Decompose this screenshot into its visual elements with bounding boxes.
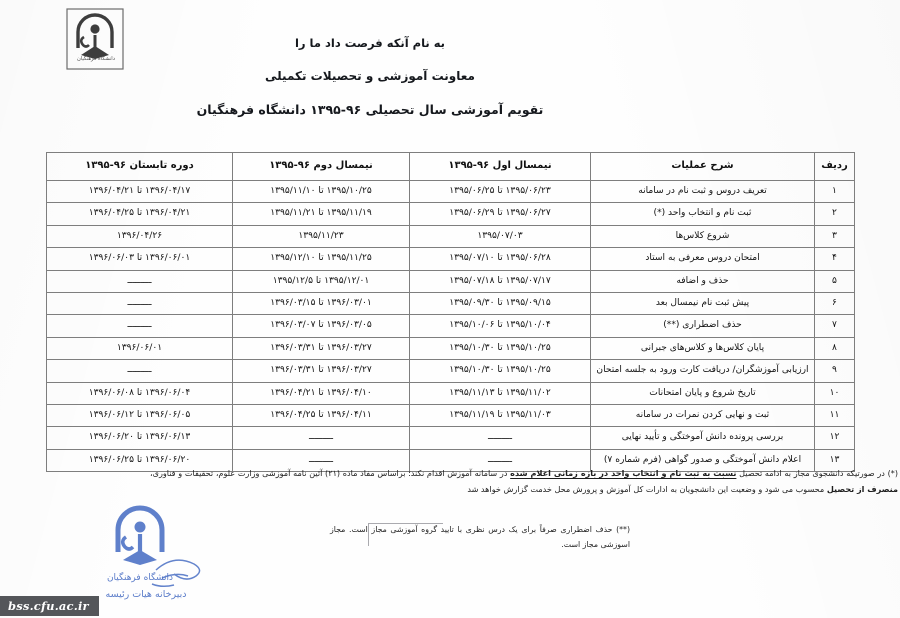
cell-operation: ارزیابی آموزشگران/ دریافت کارت ورود به جلسه امتحان [591,360,815,382]
cell-term1: ـــــــــ [410,449,591,471]
table-row [47,292,855,314]
column-header-radif: ردیف [815,153,855,181]
footnote-double-asterisk: (**) حذف اضطراری صرفاً برای یک درس نظری با تایید گروه آموزشی مجاز است. مجاز اسوزشی مجاز است. [330,525,630,550]
cell-operation: ثبت و نهایی کردن نمرات در سامانه [591,404,815,426]
basmala-line: به نام آنکه فرصت داد ما را [294,36,446,50]
cell-operation: امتحان دروس معرفی به استاد [591,248,815,270]
cell-summer: ۱۳۹۶/۰۶/۱۳ تا ۱۳۹۶/۰۶/۲۰ [47,427,233,449]
table-row [47,203,855,225]
cell-operation: پایان کلاس‌ها و کلاس‌های جبرانی [591,337,815,359]
cell-radif: ۱۲ [815,427,855,449]
cell-summer: ۱۳۹۶/۰۶/۰۴ تا ۱۳۹۶/۰۶/۰۸ [47,382,233,404]
cell-term1: ۱۳۹۵/۰۶/۲۳ تا ۱۳۹۵/۰۶/۲۵ [410,181,591,203]
cell-summer: ۱۳۹۶/۰۶/۰۱ تا ۱۳۹۶/۰۶/۰۳ [47,248,233,270]
cell-summer: ـــــــــ [47,315,233,337]
footnote1-segment-1: (*) در صورتیکه دانشجوی مجاز به ادامه تحصیل [736,468,898,478]
cell-operation: شروع کلاس‌ها [591,225,815,247]
cell-term2: ـــــــــ [233,427,410,449]
table-body [47,181,855,472]
cell-operation: پیش ثبت نام نیمسال بعد [591,292,815,314]
svg-text:دبیرخانه هیات رئیسه: دبیرخانه هیات رئیسه [105,589,187,600]
cell-radif: ۵ [815,270,855,292]
official-stamp [96,500,224,608]
cell-term1: ـــــــــ [410,427,591,449]
cell-term2: ۱۳۹۵/۱۰/۲۵ تا ۱۳۹۵/۱۱/۱۰ [233,181,410,203]
cell-term1: ۱۳۹۵/۰۹/۱۵ تا ۱۳۹۵/۰۹/۳۰ [410,292,591,314]
cell-radif: ۸ [815,337,855,359]
cell-radif: ۱۰ [815,382,855,404]
column-header-term1: نیمسال اول ۹۶-۱۳۹۵ [410,153,591,181]
cell-radif: ۷ [815,315,855,337]
cell-term1: ۱۳۹۵/۱۱/۰۳ تا ۱۳۹۵/۱۱/۱۹ [410,404,591,426]
cell-summer: ـــــــــ [47,292,233,314]
logo-caption: دانشگاه فرهنگیان [76,56,116,62]
cell-term1: ۱۳۹۵/۱۰/۰۴ تا ۱۳۹۵/۱۰/۰۶ [410,315,591,337]
cell-radif: ۹ [815,360,855,382]
column-header-operation: شرح عملیات [591,153,815,181]
cell-summer: ـــــــــ [47,360,233,382]
cell-summer: ۱۳۹۶/۰۴/۲۶ [47,225,233,247]
cell-radif: ۴ [815,248,855,270]
cell-radif: ۲ [815,203,855,225]
cell-operation: حذف اضطراری (**) [591,315,815,337]
cell-term2: ۱۳۹۶/۰۳/۲۷ تا ۱۳۹۶/۰۳/۳۱ [233,337,410,359]
footnote1-emphasis-1: نسبت به ثبت نام و انتخاب واحد در بازه زمانی اعلام شده [510,468,737,478]
table-row [47,360,855,382]
column-header-term2: نیمسال دوم ۹۶-۱۳۹۵ [233,153,410,181]
cell-term2: ۱۳۹۵/۱۱/۱۹ تا ۱۳۹۵/۱۱/۲۱ [233,203,410,225]
table-row [47,248,855,270]
department-line: معاونت آموزشی و تحصیلات تکمیلی [265,69,475,83]
cell-summer: ۱۳۹۶/۰۴/۲۱ تا ۱۳۹۶/۰۴/۲۵ [47,203,233,225]
page-title: تقویم آموزشی سال تحصیلی ۹۶-۱۳۹۵ دانشگاه فرهنگیان [196,102,544,117]
cell-term1: ۱۳۹۵/۰۷/۰۳ [410,225,591,247]
table-row [47,181,855,203]
table-row [47,337,855,359]
footnote1-segment-3: محسوب می شود و وضعیت این دانشجویان به ادارات کل آموزش و پرورش محل خدمت گزارش خواهد شد [467,483,827,494]
cell-term2: ـــــــــ [233,449,410,471]
footnote1-emphasis-2: منصرف از تحصیل [826,483,898,494]
cell-radif: ۳ [815,225,855,247]
cell-term2: ۱۳۹۶/۰۳/۲۷ تا ۱۳۹۶/۰۳/۳۱ [233,360,410,382]
cell-operation: اعلام دانش آموختگی و صدور گواهی (فرم شماره ۷) [591,449,815,471]
cell-term2: ۱۳۹۶/۰۴/۱۱ تا ۱۳۹۶/۰۴/۲۵ [233,404,410,426]
cell-operation: تاریخ شروع و پایان امتحانات [591,382,815,404]
cell-operation: حذف و اضافه [591,270,815,292]
academic-calendar-table [46,152,855,472]
cell-summer: ۱۳۹۶/۰۶/۲۰ تا ۱۳۹۶/۰۶/۲۵ [47,449,233,471]
table-row [47,315,855,337]
table-row [47,427,855,449]
cell-radif: ۱ [815,181,855,203]
table-row [47,225,855,247]
table-header-row [47,153,855,181]
heading-block [0,36,740,117]
cell-operation: ثبت نام و انتخاب واحد (*) [591,203,815,225]
cell-term2: ۱۳۹۵/۱۱/۲۳ [233,225,410,247]
cell-operation: تعریف دروس و ثبت نام در سامانه [591,181,815,203]
cell-summer: ۱۳۹۶/۰۶/۰۱ [47,337,233,359]
column-header-summer: دوره تابستان ۹۶-۱۳۹۵ [47,153,233,181]
table-row [47,270,855,292]
cell-radif: ۶ [815,292,855,314]
cell-radif: ۱۳ [815,449,855,471]
cell-term1: ۱۳۹۵/۱۰/۲۵ تا ۱۳۹۵/۱۰/۳۰ [410,337,591,359]
cell-term1: ۱۳۹۵/۰۶/۲۸ تا ۱۳۹۵/۰۷/۱۰ [410,248,591,270]
footnote-asterisk [150,466,898,498]
cell-summer: ۱۳۹۶/۰۶/۰۵ تا ۱۳۹۶/۰۶/۱۲ [47,404,233,426]
cell-term1: ۱۳۹۵/۱۱/۰۲ تا ۱۳۹۵/۱۱/۱۳ [410,382,591,404]
footer-url-watermark: bss.cfu.ac.ir [0,596,99,616]
cell-operation: بررسی پرونده دانش آموختگی و تأیید نهایی [591,427,815,449]
cell-term2: ۱۳۹۶/۰۳/۰۵ تا ۱۳۹۶/۰۳/۰۷ [233,315,410,337]
handwritten-pen-mark [368,523,443,546]
cell-term2: ۱۳۹۵/۱۲/۰۱ تا ۱۳۹۵/۱۲/۵ [233,270,410,292]
cell-term1: ۱۳۹۵/۰۶/۲۷ تا ۱۳۹۵/۰۶/۲۹ [410,203,591,225]
svg-text:دانشگاه فرهنگیان: دانشگاه فرهنگیان [106,573,174,583]
footnote1-segment-2: در سامانه آموزش اقدام نکند؛ براساس مفاد ماده (۲۱) آئین نامه آموزشی وزارت علوم، تحقیقات و فناوری، [150,468,511,478]
cell-summer: ۱۳۹۶/۰۴/۱۷ تا ۱۳۹۶/۰۴/۲۱ [47,181,233,203]
cell-radif: ۱۱ [815,404,855,426]
cell-term2: ۱۳۹۵/۱۱/۲۵ تا ۱۳۹۵/۱۲/۱۰ [233,248,410,270]
cell-term2: ۱۳۹۶/۰۴/۱۰ تا ۱۳۹۶/۰۴/۲۱ [233,382,410,404]
table-row [47,404,855,426]
cell-term1: ۱۳۹۵/۰۷/۱۷ تا ۱۳۹۵/۰۷/۱۸ [410,270,591,292]
cell-summer: ـــــــــ [47,270,233,292]
table-row [47,382,855,404]
cell-term2: ۱۳۹۶/۰۳/۰۱ تا ۱۳۹۶/۰۳/۱۵ [233,292,410,314]
cell-term1: ۱۳۹۵/۱۰/۲۵ تا ۱۳۹۵/۱۰/۳۰ [410,360,591,382]
